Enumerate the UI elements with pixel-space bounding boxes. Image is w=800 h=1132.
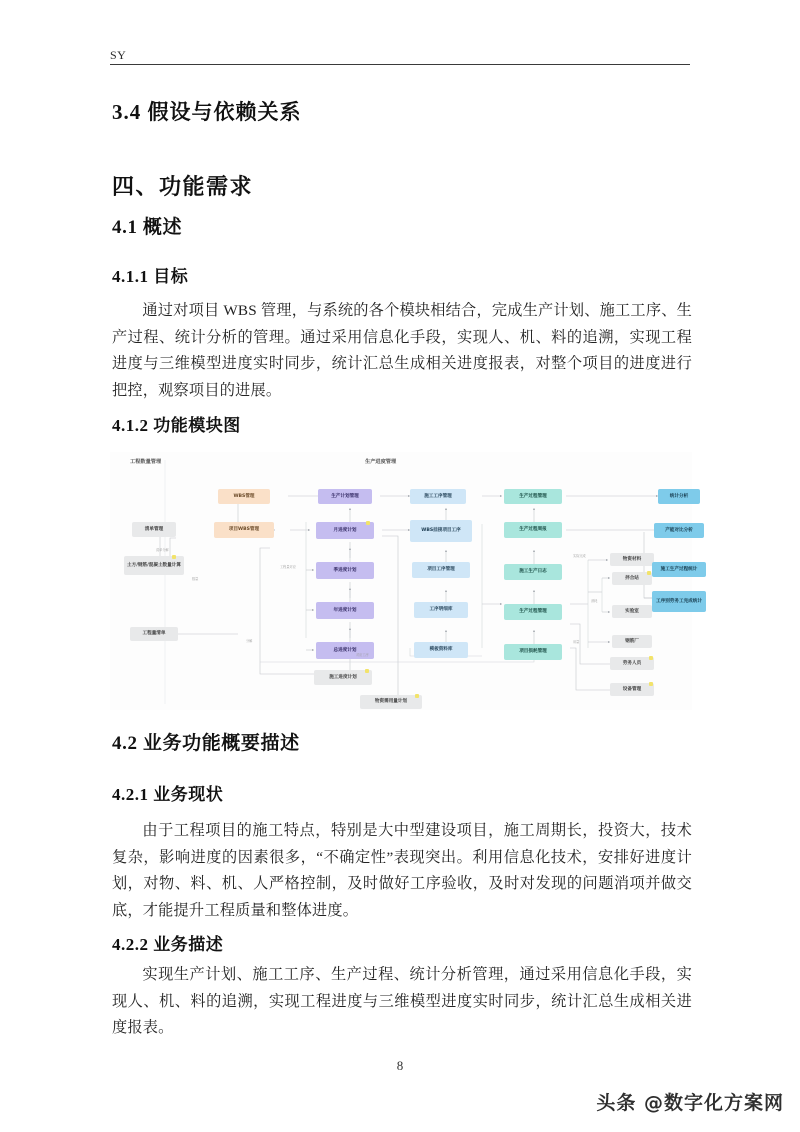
diagram-edge-label-7: 用量	[573, 640, 580, 644]
diagram-node-shengchan-guocheng-zhoubao[interactable]: 生产过程周报	[504, 522, 562, 538]
node-badge-icon	[415, 694, 419, 698]
diagram-node-banhezhan[interactable]: 拌合站	[612, 572, 652, 585]
diagram-node-shigong-gongxu-guanli[interactable]: 施工工序管理	[410, 489, 466, 504]
diagram-node-wuzi-cailiao[interactable]: 物资材料	[610, 553, 654, 566]
heading-4-1-2: 4.1.2 功能模块图	[112, 416, 241, 435]
diagram-edge-label-6: 消耗	[591, 599, 598, 603]
diagram-node-gongchengliang-qingdan[interactable]: 工程量清单	[130, 627, 178, 641]
diagram-node-xiangmu-sunhao-guanli[interactable]: 项目损耗管理	[504, 644, 562, 660]
page-number: 8	[396, 1058, 404, 1073]
diagram-edge-label-1: 清单分解	[156, 548, 169, 552]
function-module-diagram	[110, 452, 702, 710]
diagram-edge-label-5: 实际完成	[573, 554, 586, 558]
diagram-node-shigong-jindu-jihua[interactable]: 施工进度计划	[314, 670, 372, 685]
node-badge-icon	[649, 656, 653, 660]
watermark: 头条 @数字化方案网	[596, 1092, 784, 1114]
diagram-node-qingdan-guanli[interactable]: 清单管理	[132, 522, 176, 537]
paragraph-objective: 通过对项目 WBS 管理，与系统的各个模块相结合，完成生产计划、施工工序、生产过程、统计分析的管理。通过采用信息化手段，实现人、机、料的追溯，实现工程进度与三维模型进度实时同步，统计汇总生成相关进度报表，对整个项目的进度进行把控，观察项目的进展。	[112, 302, 692, 399]
diagram-node-moban-ziliao-ku[interactable]: 模板资料库	[414, 642, 468, 658]
diagram-node-zong-jindu-jihua[interactable]: 总进度计划	[316, 642, 374, 659]
node-badge-icon	[647, 571, 651, 575]
diagram-node-gangjinchang[interactable]: 钢筋厂	[612, 635, 652, 648]
diagram-group-label-production-progress: 生产进度管理	[365, 459, 397, 465]
diagram-group-label-engineering-qty: 工程数量管理	[130, 459, 162, 465]
diagram-node-shengchan-jihua-guanli[interactable]: 生产计划管理	[318, 489, 372, 504]
heading-4-2-2: 4.2.2 业务描述	[112, 935, 224, 954]
running-header	[110, 48, 690, 65]
node-badge-icon	[172, 555, 176, 559]
diagram-node-tufang-jisuan[interactable]: 土方/钢筋/混凝土数量计算	[124, 556, 184, 575]
diagram-node-channeng-duibi-fenxi[interactable]: 产能对比分析	[654, 523, 704, 538]
node-badge-icon	[649, 682, 653, 686]
paragraph-status: 由于工程项目的施工特点，特别是大中型建设项目，施工周期长，投资大，技术复杂，影响进度的因素很多，“不确定性”表现突出。利用信息化技术，安排好进度计划，对物、料、机、人严格控制，及时做好工序验收，及时对发现的问题消项并做交底，才能提升工程质量和整体进度。	[112, 822, 692, 919]
paragraph-business: 实现生产计划、施工工序、生产过程、统计分析管理，通过采用信息化手段，实现人、机、料的追溯，实现工程进度与三维模型进度实时同步，统计汇总生成相关进度报表。	[112, 966, 692, 1036]
diagram-connectors	[110, 452, 692, 710]
heading-4-2: 4.2 业务功能概要描述	[112, 733, 300, 754]
diagram-node-wbs-guanli[interactable]: WBS管理	[218, 489, 270, 504]
diagram-node-gongxu-mingxi-ku[interactable]: 工序明细库	[414, 602, 468, 618]
heading-3-4: 3.4 假设与依赖关系	[112, 100, 302, 124]
diagram-node-shebei-guanli[interactable]: 设备管理	[610, 683, 654, 696]
heading-4: 四、功能需求	[112, 174, 254, 199]
diagram-edge-label-4: 分解	[246, 639, 253, 643]
diagram-node-laowu-renyuan[interactable]: 劳务人员	[610, 657, 654, 670]
heading-4-1: 4.1 概述	[112, 217, 183, 238]
heading-4-2-1: 4.2.1 业务现状	[112, 785, 224, 804]
diagram-node-shengchan-guocheng-guanli-top[interactable]: 生产过程管理	[504, 489, 562, 504]
header-rule	[110, 64, 690, 65]
diagram-edge-label-3: 工程量对应	[280, 565, 296, 569]
diagram-node-wbs-guajie-xiangmu-gongxu[interactable]: WBS挂接项目工序	[410, 520, 472, 542]
diagram-node-wuzi-xuyongliang-jihua[interactable]: 物资需用量计划	[360, 695, 422, 709]
diagram-node-yue-jindu-jihua[interactable]: 月进度计划	[316, 522, 374, 539]
node-badge-icon	[366, 521, 370, 525]
diagram-node-shigong-shengchan-guocheng-tongji[interactable]: 施工生产过程统计	[652, 562, 706, 577]
heading-4-1-1: 4.1.1 目标	[112, 267, 189, 286]
diagram-node-xiangmu-gongxu-guanli[interactable]: 项目工序管理	[412, 562, 470, 578]
diagram-node-gongxu-laowugong-wancheng-tongji[interactable]: 工序别劳务工完成统计	[652, 591, 706, 612]
diagram-node-shiyanshi[interactable]: 实验室	[612, 605, 652, 618]
diagram-edge-label-2: 数量	[192, 577, 199, 581]
diagram-node-xiangmu-wbs-guanli[interactable]: 项目WBS管理	[214, 522, 274, 538]
node-badge-icon	[365, 669, 369, 673]
diagram-node-ji-jindu-jihua[interactable]: 季进度计划	[316, 562, 374, 579]
diagram-node-tongji-fenxi[interactable]: 统计分析	[658, 489, 700, 504]
diagram-node-shigong-shengchan-rizhi[interactable]: 施工生产日志	[504, 564, 562, 580]
diagram-node-nian-jindu-jihua[interactable]: 年进度计划	[316, 602, 374, 619]
diagram-edge-label-8: 对应工序	[356, 653, 369, 657]
diagram-node-shengchan-guocheng-guanli-mid[interactable]: 生产过程管理	[504, 604, 562, 620]
header-label: SY	[110, 48, 127, 62]
